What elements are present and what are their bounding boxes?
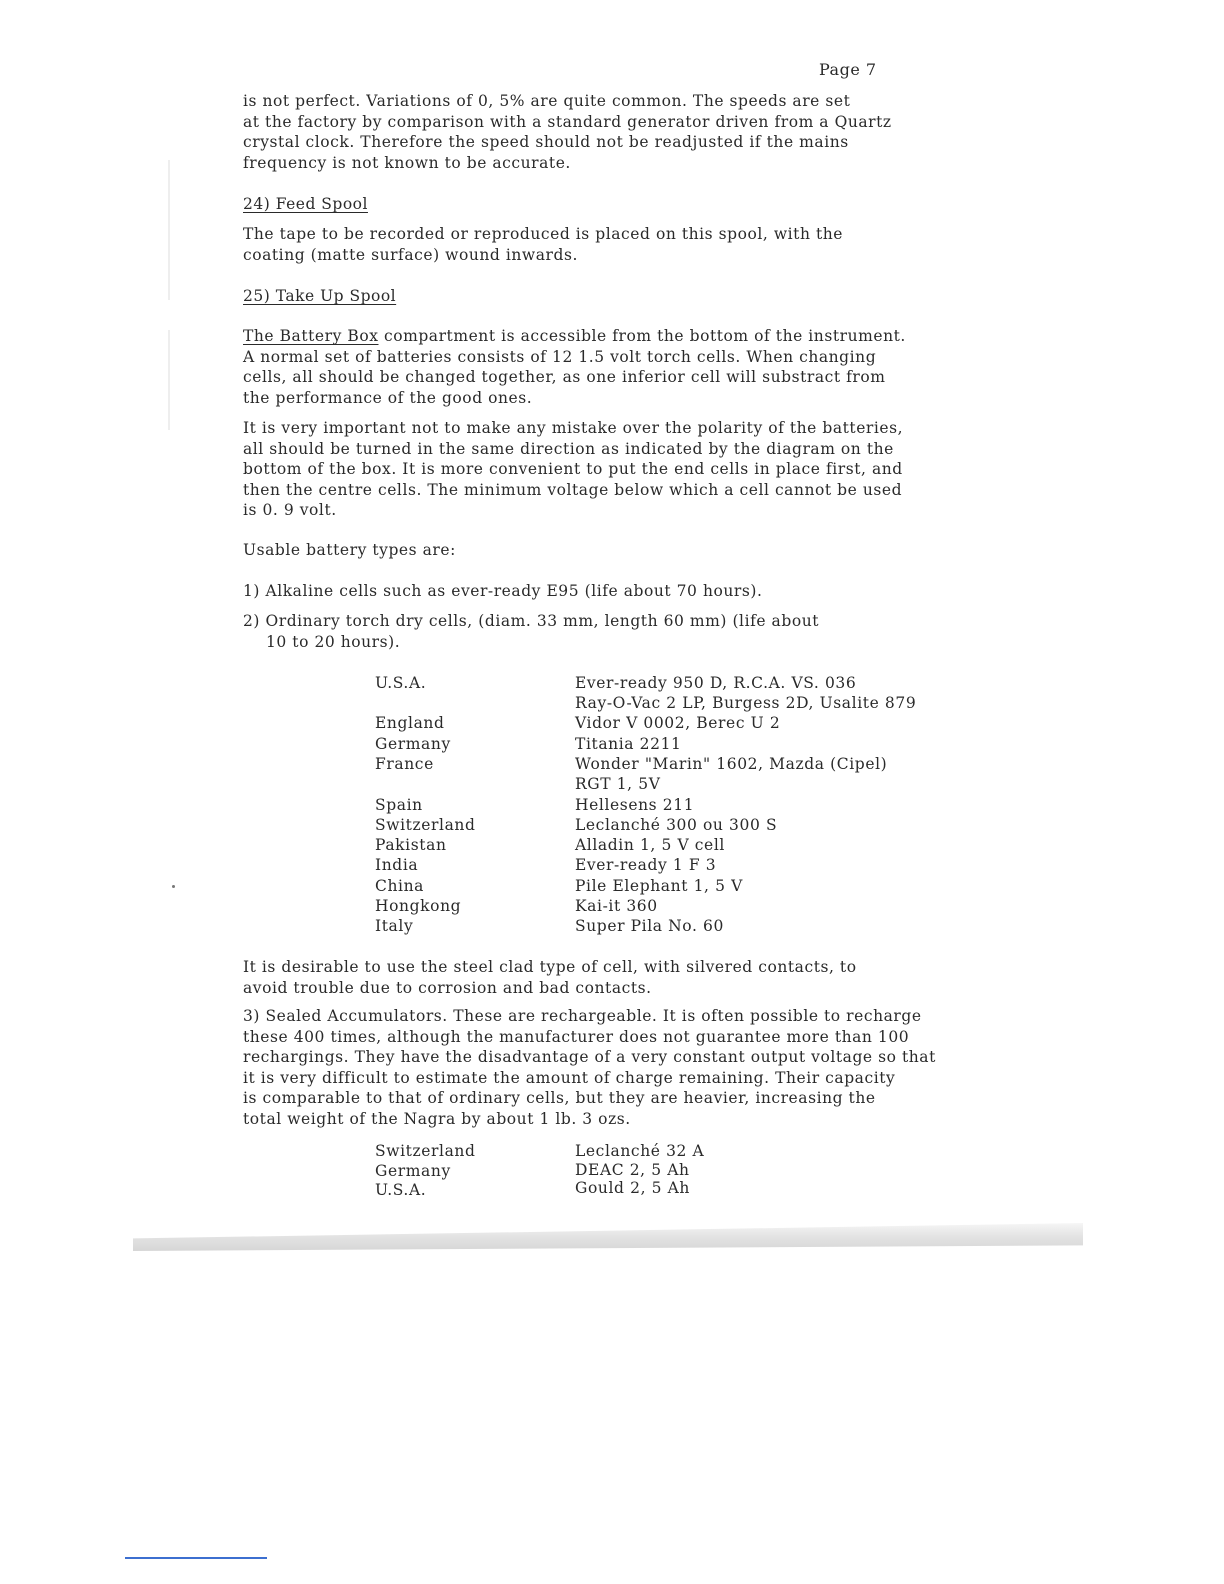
table-cell-country: Spain <box>375 796 423 814</box>
text-line: 10 to 20 hours). <box>266 632 401 651</box>
table-cell-country: France <box>375 755 434 773</box>
table-cell-country: China <box>375 877 425 895</box>
steel-clad-paragraph <box>243 957 978 998</box>
table-cell-country: England <box>375 714 445 732</box>
table-cell-product: Kai-it 360 <box>575 897 658 915</box>
table-cell-product: Ever-ready 1 F 3 <box>575 856 717 874</box>
table-cell-product: Gould 2, 5 Ah <box>575 1179 690 1197</box>
text-line: total weight of the Nagra by about 1 lb. 3 ozs. <box>243 1109 631 1128</box>
text-line: Usable battery types are: <box>243 541 456 559</box>
table-cell-product: Vidor V 0002, Berec U 2 <box>575 714 781 732</box>
text-line <box>243 326 978 347</box>
text-line: at the factory by comparison with a standard generator driven from a Quartz <box>243 112 892 131</box>
accumulators-paragraph <box>243 1006 978 1129</box>
table-cell-country: Germany <box>375 1162 451 1180</box>
usable-types-line <box>243 540 978 561</box>
text-line: 2) Ordinary torch dry cells, (diam. 33 mm, length 60 mm) (life about <box>243 612 820 630</box>
text-line: it is very difficult to estimate the amount of charge remaining. Their capacity <box>243 1068 896 1087</box>
table-cell-product: Ray-O-Vac 2 LP, Burgess 2D, Usalite 879 <box>575 694 917 712</box>
text-line: then the centre cells. The minimum voltage below which a cell cannot be used <box>243 480 903 499</box>
polarity-paragraph <box>243 418 978 521</box>
table-cell-country: Switzerland <box>375 1142 476 1160</box>
table-cell-country: U.S.A. <box>375 1181 427 1199</box>
battery-box-term: The Battery Box <box>243 327 379 345</box>
intro-paragraph <box>243 91 978 173</box>
text-line: 1) Alkaline cells such as ever-ready E95 (life about 70 hours). <box>243 582 763 600</box>
scan-mark <box>168 160 170 300</box>
text-line: It is very important not to make any mistake over the polarity of the batteries, <box>243 419 904 437</box>
text-line: all should be turned in the same direction as indicated by the diagram on the <box>243 439 894 458</box>
scan-mark <box>168 330 170 430</box>
text-line: rechargings. They have the disadvantage of a very constant output voltage so that <box>243 1048 936 1066</box>
section-heading-take-up-spool: 25) Take Up Spool <box>243 287 397 305</box>
table-cell-product: Super Pila No. 60 <box>575 917 724 935</box>
table-cell-country: Hongkong <box>375 897 462 915</box>
table-cell-product: Hellesens 211 <box>575 796 695 814</box>
text-line: is not perfect. Variations of 0, 5% are quite common. The speeds are set <box>243 92 851 110</box>
section-heading-feed-spool: 24) Feed Spool <box>243 195 368 213</box>
table-cell-product: Leclanché 300 ou 300 S <box>575 816 778 834</box>
table-cell-country: Germany <box>375 735 451 753</box>
text-line: crystal clock. Therefore the speed should not be readjusted if the mains <box>243 133 849 151</box>
table-cell-product: Ever-ready 950 D, R.C.A. VS. 036 <box>575 674 857 692</box>
feed-spool-paragraph <box>243 224 978 265</box>
page-number: Page 7 <box>819 60 877 79</box>
text-line: coating (matte surface) wound inwards. <box>243 245 578 264</box>
text-line: the performance of the good ones. <box>243 388 533 407</box>
text-line: these 400 times, although the manufacturer does not guarantee more than 100 <box>243 1027 910 1046</box>
text-line: It is desirable to use the steel clad type of cell, with silvered contacts, to <box>243 958 857 976</box>
text-fragment: compartment is accessible from the bottom of the instrument. <box>378 327 906 345</box>
text-line: 3) Sealed Accumulators. These are rechargeable. It is often possible to recharge <box>243 1007 922 1025</box>
battery-box-paragraph <box>243 326 978 408</box>
table-cell-product: Wonder "Marin" 1602, Mazda (Cipel) <box>575 755 888 773</box>
text-line: is 0. 9 volt. <box>243 501 337 519</box>
table-cell-country: Italy <box>375 917 414 935</box>
text-line: bottom of the box. It is more convenient to put the end cells in place first, and <box>243 460 903 478</box>
text-line: is comparable to that of ordinary cells, but they are heavier, increasing the <box>243 1089 876 1107</box>
table-cell-product: DEAC 2, 5 Ah <box>575 1161 690 1179</box>
scan-shadow-band <box>133 1223 1083 1251</box>
text-line: The tape to be recorded or reproduced is placed on this spool, with the <box>243 225 843 243</box>
text-line: A normal set of batteries consists of 12 1.5 volt torch cells. When changing <box>243 347 877 366</box>
text-line: frequency is not known to be accurate. <box>243 153 571 172</box>
table-cell-country: India <box>375 856 419 874</box>
footer-rule <box>125 1557 267 1559</box>
table-cell-country: U.S.A. <box>375 674 427 692</box>
table-cell-country: Switzerland <box>375 816 476 834</box>
text-line: cells, all should be changed together, as one inferior cell will substract from <box>243 368 886 386</box>
list-item-dry-cells <box>243 611 978 652</box>
text-line: avoid trouble due to corrosion and bad contacts. <box>243 978 652 997</box>
table-cell-product: Leclanché 32 A <box>575 1142 705 1160</box>
scan-dot <box>172 885 175 888</box>
table-cell-product: RGT 1, 5V <box>575 775 661 793</box>
table-cell-country: Pakistan <box>375 836 447 854</box>
table-cell-product: Alladin 1, 5 V cell <box>575 836 725 854</box>
table-cell-product: Titania 2211 <box>575 735 682 753</box>
table-cell-product: Pile Elephant 1, 5 V <box>575 877 743 895</box>
list-item-alkaline <box>243 581 978 602</box>
